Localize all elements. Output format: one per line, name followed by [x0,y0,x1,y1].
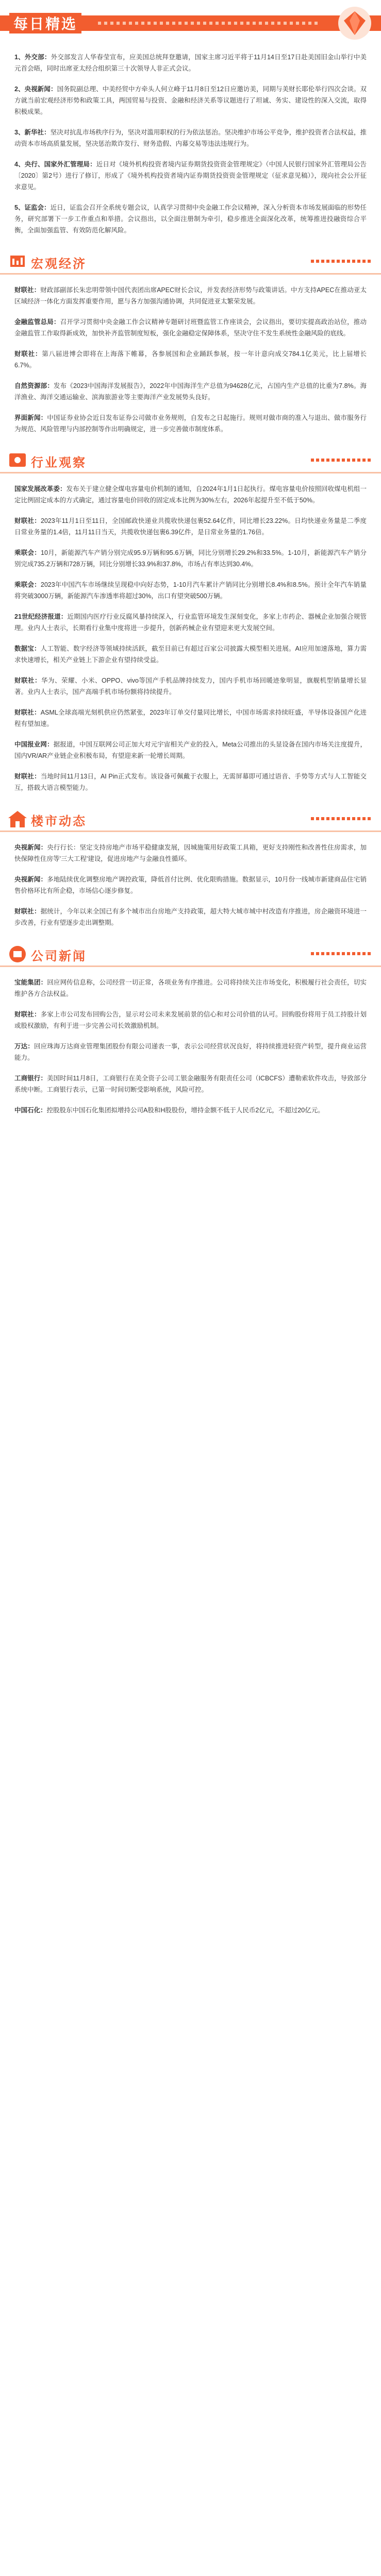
news-source: 乘联会： [14,549,41,556]
news-text: 召开学习贯彻中央金融工作会议精神专题研讨班暨监管工作座谈会，会议指出，要切实提高政治站位，推动金融监管工作取得新成效，加快补齐监管制度短板，强化金融稳定保障体系，坚决守住不发生系统性金融风险的底线。 [14,318,367,337]
news-item [14,483,367,506]
section-company [0,938,381,1116]
property-icon [6,808,29,831]
section-divider [0,831,381,832]
news-item [14,675,367,698]
news-item [14,739,367,761]
news-item [14,1073,367,1095]
banner [0,0,381,46]
news-source: 财联社： [14,709,41,716]
section-dots [311,459,373,462]
banner-title: 每日精选 [9,13,81,33]
news-text: 国务院副总理、中美经贸中方牵头人何立峰于11月8日至12日应邀访美，同期与美财长耶伦举行四次会谈。双方就当前宏观经济形势和政策工具，两国贸易与投资、金融和经济关系等议题进行了坦诚、务实、建设性的深入交流，取得积极成果。 [14,86,367,115]
section-divider [0,472,381,473]
diamond-icon [337,5,373,41]
news-item [14,284,367,307]
news-source: 央视新闻： [14,844,47,851]
news-item [14,348,367,371]
section-title: 公司新闻 [31,950,87,963]
news-text: 近日对《境外机构投资者境内证券期货投资资金管理规定》（中国人民银行国家外汇管理局公告〔2020〕第2号）进行了修订，形成了《境外机构投资者境内证券期货投资资金管理规定（征求意见稿）》，现向社会公开征求意见。 [14,161,367,191]
item-list [0,284,381,435]
section-title: 行业观察 [31,456,87,470]
news-text: 近日，证监会召开全系统专题会议，认真学习贯彻中央金融工作会议精神，深入分析资本市场发展面临的形势任务，研究部署下一步工作重点和举措。会议指出，以全面注册制为牵引，稳步推进全面深化改革，统筹推进投融资综合平衡，全面加强监管、有效防范化解风险。 [14,204,367,234]
news-text: 回应珠海万达商业管理集团股份有限公司递表一事，表示公司经营状况良好，将持续推进轻资产转型，提升商业运营能力。 [14,1043,367,1061]
news-source: 财联社： [14,350,42,358]
news-text: 2023年中国汽车市场继续呈现稳中向好态势，1-10月汽车累计产销同比分别增长8.4%和8.5%。预计全年汽车销量将突破3000万辆，新能源汽车渗透率将超过30%，出口有望突破500万辆。 [14,581,367,600]
news-source: 3、新华社： [14,129,51,136]
news-text: 控股股东中国石化集团拟增持公司A股和H股股份，增持金额不低于人民币2亿元，不超过20亿元。 [46,1107,324,1114]
news-text: 外交部发言人华春莹宣布，应美国总统拜登邀请，国家主席习近平将于11月14日至17日赴美国旧金山举行中美元首会晤，同时出席亚太经合组织第三十次领导人非正式会议。 [14,54,367,72]
news-item [14,611,367,634]
news-source: 财联社： [14,286,41,294]
news-source: 财联社： [14,517,41,524]
news-source: 金融监管总局： [14,318,60,326]
section-header-macro [0,245,381,279]
news-item [14,1041,367,1063]
news-source: 财联社： [14,677,42,684]
news-text: 回应网传信息称，公司经营一切正常，各项业务有序推进。公司将持续关注市场变化，积极履行社会责任，切实维护各方合法权益。 [14,979,367,997]
news-text: 发布关于建立健全煤电容量电价机制的通知，自2024年1月1日起执行。煤电容量电价按照回收煤电机组一定比例固定成本的方式确定，通过容量电价回收的固定成本比例为30%左右，2026年起提升至不低于50%。 [14,485,367,504]
news-source: 21世纪经济报道： [14,613,68,620]
news-item [14,707,367,730]
news-item [14,874,367,896]
news-text: 发布《2023中国海洋发展报告》，2022年中国海洋生产总值为94628亿元，占国内生产总值的比重为7.8%。海洋渔业、海洋交通运输业、滨海旅游业等主要海洋产业发展势头良好。 [14,382,367,401]
news-text: 近期国内医疗行业反腐风暴持续深入，行业监管环境发生深刻变化，多家上市药企、器械企业加强合规管理。业内人士表示，长期看行业集中度将进一步提升，创新药械企业有望迎来更大发展空间。 [14,613,367,632]
macro-icon [6,250,29,273]
news-item [14,316,367,339]
news-source: 国家发展改革委： [14,485,67,493]
news-text: 2023年11月1日至11日，全国邮政快递业共揽收快递包裹52.64亿件，同比增长23.22%。日均快递业务量是二季度日常业务量的1.4倍，11月11日当天，共揽收快递包裹6.39亿件，是日常业务量的1.76倍。 [14,517,367,536]
item-list [0,977,381,1116]
news-text: 多地陆续优化调整房地产调控政策，降低首付比例、优化限购措施。数据显示，10月份一线城市新建商品住宅销售价格环比有所企稳，市场信心逐步修复。 [14,876,367,894]
news-text: ASML全球高端光刻机供应仍然紧张，2023年订单交付量同比增长，中国市场需求持续旺盛，半导体设备国产化进程有望加速。 [14,709,367,727]
section-divider [0,273,381,275]
news-source: 万达： [14,1043,34,1050]
news-source: 宝能集团： [14,979,47,986]
news-text: 华为、荣耀、小米、OPPO、vivo等国产手机品牌持续发力，国内手机市场回暖迹象明显，旗舰机型销量增长显著。业内人士表示，国产高端手机市场份额将持续提升。 [14,677,367,696]
news-text: 多家上市公司发布回购公告，显示对公司未来发展前景的信心和对公司价值的认可。回购股份将用于员工持股计划或股权激励，有利于进一步完善公司长效激励机制。 [14,1011,367,1029]
news-text: 第八届进博会即将在上海落下帷幕，各参展国和企业踊跃参展，按一年计意向成交784.1亿美元，比上届增长6.7%。 [14,350,367,369]
news-item [14,977,367,999]
section-dots [311,817,373,820]
news-text: 坚决对抗乱市场秩序行为，坚决对滥用职权的行为依法惩治。坚决维护市场公平竞争，维护投资者合法权益，推动资本市场高质量发展，坚决惩治欺诈发行、财务造假、内幕交易等违法违规行为。 [14,129,367,147]
news-item [14,1009,367,1031]
industry-icon [6,449,29,472]
news-text: 据统计，今年以来全国已有多个城市出台房地产支持政策，超大特大城市城中村改造有序推进，房企融资环境进一步改善，行业有望逐步走出调整期。 [14,908,367,926]
news-text: 财政部副部长朱忠明带领中国代表团出席APEC财长会议，并发表经济形势与政策讲话。中方支持APEC在推动亚太区域经济一体化方面发挥重要作用，愿与各方加强沟通协调，共同促进亚太繁荣发展。 [14,286,367,305]
news-text: 央行行长：坚定支持房地产市场平稳健康发展，因城施策用好政策工具箱，更好支持刚性和改善性住房需求，加快保障性住房等'三大工程'建设，促进房地产与金融良性循环。 [14,844,367,862]
news-source: 4、央行、国家外汇管理局： [14,161,96,168]
news-item [14,579,367,602]
news-item [14,202,367,236]
news-source: 数据宝： [14,645,41,652]
item-list [0,483,381,793]
news-item [14,906,367,928]
news-item [14,842,367,865]
news-source: 乘联会： [14,581,41,588]
news-item [14,52,367,74]
section-title: 楼市动态 [31,815,87,828]
news-text: 中国证券业协会近日发布证券公司做市业务规则，自发布之日起施行。规则对做市商的准入与退出、做市服务行为规范、风险管理与内部控制等作出明确规定，进一步完善做市制度体系。 [14,414,367,433]
news-source: 中国石化： [14,1107,47,1114]
news-item [14,515,367,538]
news-text: 人工智能、数字经济等领域持续活跃，截至目前已有超过百家公司披露大模型相关进展。AI应用加速落地，算力需求快速增长，相关产业链上下游企业有望持续受益。 [14,645,367,664]
news-item [14,1105,367,1116]
news-item [14,771,367,793]
company-icon [6,943,29,965]
section-property [0,803,381,928]
item-list [0,842,381,928]
section-industry [0,444,381,793]
news-source: 1、外交部： [14,54,51,61]
section-dots [311,260,373,263]
news-source: 财联社： [14,773,41,780]
section-header-industry [0,444,381,478]
section-macro [0,245,381,435]
news-item [14,547,367,570]
news-text: 据报道，中国互联网公司正加大对元宇宙相关产业的投入，Meta公司推出的头显设备在国内市场关注度提升，国内VR/AR产业链企业积极布局，有望迎来新一轮增长周期。 [14,741,367,759]
section-divider [0,965,381,967]
news-source: 央视新闻： [14,876,47,883]
news-item [14,643,367,666]
banner-title-box [4,11,87,35]
section-header-property [0,803,381,837]
section-dots [311,952,373,955]
news-item [14,380,367,403]
news-source: 中国报业网： [14,741,54,748]
section-header-company [0,938,381,972]
news-source: 界面新闻： [14,414,47,421]
section-daily [0,52,381,236]
news-source: 5、证监会： [14,204,51,211]
news-item [14,159,367,193]
news-text: 美国时间11月8日，工商银行在美全资子公司工银金融服务有限责任公司（ICBCFS）遭勒索软件攻击，导致部分系统中断。工商银行表示，已第一时间切断受影响系统，风险可控。 [14,1075,367,1093]
news-text: 10月，新能源汽车产销分别完成95.9万辆和95.6万辆，同比分别增长29.2%和33.5%。1-10月，新能源汽车产销分别完成735.2万辆和728万辆，同比分别增长33.9%和37.8%，市场占有率达到30.4%。 [14,549,367,568]
news-item [14,83,367,117]
content [0,52,381,1116]
news-source: 自然资源部： [14,382,54,389]
news-source: 工商银行： [14,1075,47,1082]
news-item [14,127,367,149]
page [0,0,381,1125]
section-title: 宏观经济 [31,257,87,271]
dot-strip [98,22,319,25]
news-source: 财联社： [14,1011,41,1018]
item-list [0,52,381,236]
news-text: 当地时间11月13日，AI Pin正式发布。该设备可佩戴于衣服上，无需屏幕即可通过语音、手势等方式与人工智能交互，搭载大语言模型能力。 [14,773,367,791]
news-item [14,412,367,435]
news-source: 财联社： [14,908,41,915]
news-source: 2、央视新闻： [14,86,57,93]
